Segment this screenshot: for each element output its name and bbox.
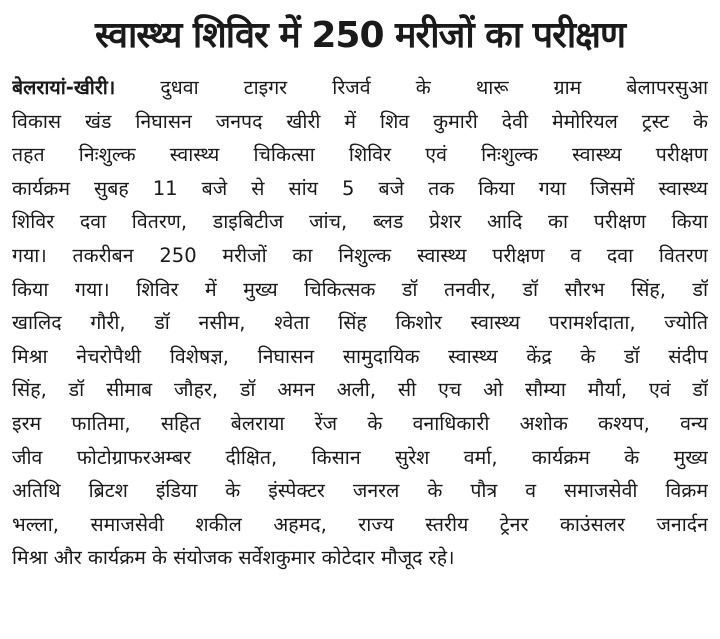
- article-line: सिंह, डॉ सीमाब जौहर, डॉ अमन अली, सी एच ओ सौम्या मौर्या, एवं डॉ: [12, 378, 708, 402]
- article-line: [12, 71, 708, 105]
- article-dateline: बेलरायां-खीरी।: [12, 76, 116, 99]
- article-headline: स्वास्थ्य शिविर में 250 मरीजों का परीक्षण: [94, 15, 626, 56]
- article-line: अतिथि ब्रिटश इंडिया के इंस्पेक्टर जनरल के पौत्र व समाजसेवी विक्रम: [12, 479, 708, 503]
- article-line: खालिद गौरी, डॉ नसीम, श्वेता सिंह किशोर स्वास्थ्य परामर्शदाता, ज्योति: [12, 311, 708, 335]
- article-line: शिविर दवा वितरण, डाइबिटीज जांच, ब्लड प्रेशर आदि का परीक्षण किया: [12, 210, 708, 234]
- article-line: कार्यक्रम सुबह 11 बजे से सांय 5 बजे तक किया गया जिसमें स्वास्थ्य: [12, 176, 708, 200]
- article-line: जीव फोटोग्राफरअम्बर दीक्षित, किसान सुरेश वर्मा, कार्यक्रम के मुख्य: [12, 445, 708, 469]
- article-line: मिश्रा नेचरोपैथी विशेषज्ञ, निघासन सामुदायिक स्वास्थ्य केंद्र के डॉ संदीप: [12, 344, 708, 368]
- article-line: भल्ला, समाजसेवी शकील अहमद, राज्य स्तरीय ट्रेनर काउंसलर जनार्दन: [12, 512, 708, 536]
- article-line: किया गया। शिविर में मुख्य चिकित्सक डॉ तनवीर, डॉ सौरभ सिंह, डॉ: [12, 277, 708, 301]
- article-line-text: दुधवा टाइगर रिजर्व के थारू ग्राम बेलापरसुआ: [115, 76, 708, 99]
- article-line: तहत निःशुल्क स्वास्थ्य चिकित्सा शिविर एवं निःशुल्क स्वास्थ्य परीक्षण: [12, 143, 708, 167]
- article-line: गया। तकरीबन 250 मरीजों का निशुल्क स्वास्थ्य परीक्षण व दवा वितरण: [12, 243, 708, 267]
- article-body: [12, 71, 708, 575]
- article-line: इरम फातिमा, सहित बेलराया रेंज के वनाधिकारी अशोक कश्यप, वन्य: [12, 411, 708, 435]
- article-line: मिश्रा और कार्यक्रम के संयोजक सर्वेशकुमार कोटेदार मौजूद रहे।: [12, 546, 455, 570]
- article-line: विकास खंड निघासन जनपद खीरी में शिव कुमारी देवी मेमोरियल ट्रस्ट के: [12, 109, 708, 133]
